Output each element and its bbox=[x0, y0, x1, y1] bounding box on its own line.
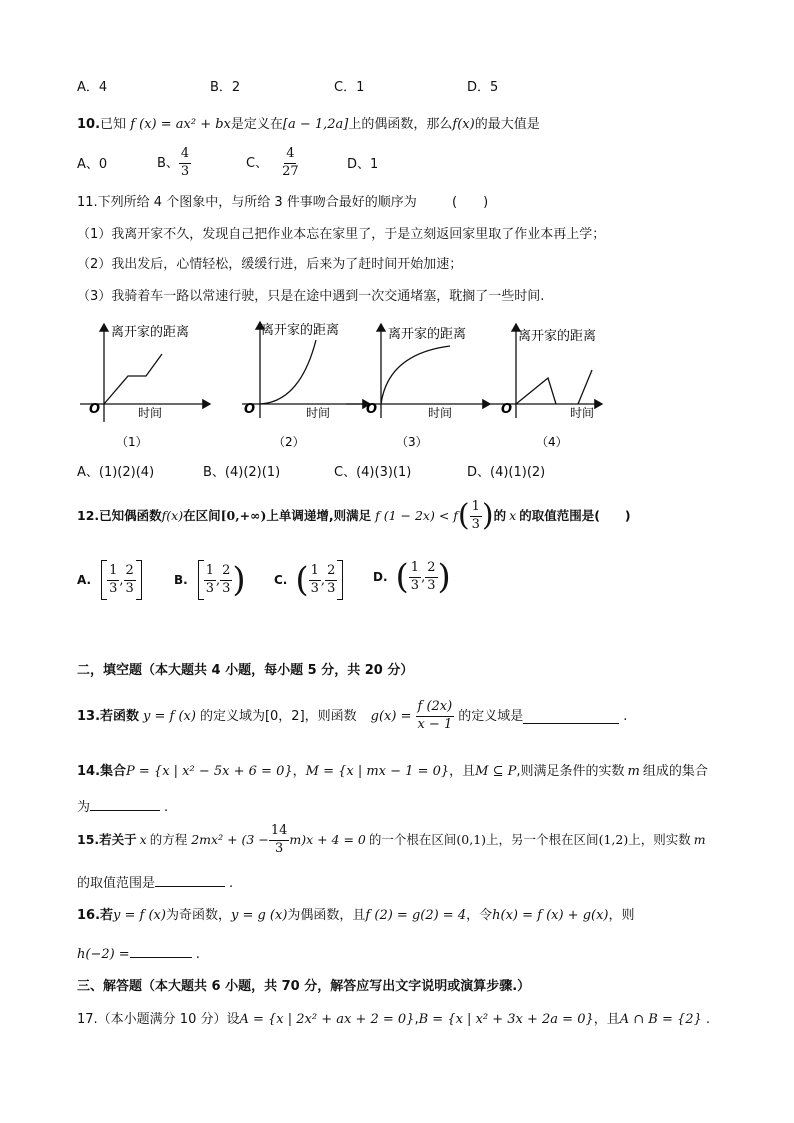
q16-text: 为奇函数， bbox=[165, 908, 231, 923]
graph-2-caption: （2） bbox=[273, 435, 305, 449]
period: . bbox=[623, 708, 628, 724]
numerator: 4 bbox=[179, 147, 191, 164]
graph-3-ylabel: 离开家的距离 bbox=[388, 327, 467, 342]
q15-equation: m)x + 4 = 0 bbox=[289, 832, 366, 848]
q10-function: f (x) = ax² + bx bbox=[130, 117, 231, 132]
q12-fx: f(x) bbox=[161, 508, 184, 524]
q13-function: y = f (x) bbox=[143, 708, 196, 724]
question-10-stem bbox=[77, 118, 540, 131]
q15-text: 的一个根在区间 bbox=[368, 832, 457, 848]
denominator: 3 bbox=[125, 580, 134, 596]
q13-text: 的定义域为[0，2]，则函数 bbox=[199, 708, 357, 724]
q15-var: x bbox=[139, 832, 147, 848]
numerator: 1 bbox=[409, 561, 421, 578]
q11-option-a: A、(1)(2)(4) bbox=[77, 465, 155, 480]
denominator: 27 bbox=[282, 163, 299, 179]
q16-answer-blank[interactable] bbox=[130, 945, 192, 958]
period: . bbox=[705, 1012, 710, 1027]
q12-text: 上单调递增,则满足 bbox=[266, 508, 372, 524]
option-label: C、 bbox=[246, 155, 269, 171]
q14-text: 为 bbox=[77, 800, 91, 815]
numerator: 1 bbox=[204, 564, 216, 581]
fraction bbox=[415, 700, 454, 733]
q11-option-b: B、(4)(2)(1) bbox=[203, 465, 281, 480]
question-12-stem bbox=[77, 500, 631, 533]
fraction bbox=[107, 564, 119, 597]
q11-graphs bbox=[70, 318, 630, 454]
denominator: 3 bbox=[427, 577, 436, 593]
q11-item-1: （1）我离开家不久，发现自己把作业本忘在家里了，于是立刻返回家里取了作业本再上学； bbox=[77, 227, 606, 242]
comma: , bbox=[421, 569, 426, 585]
bracket-right bbox=[136, 560, 142, 600]
q12-option-b bbox=[174, 560, 246, 600]
denominator: x − 1 bbox=[417, 716, 453, 732]
q17-text: 17.（本小题满分 10 分）设 bbox=[77, 1012, 240, 1027]
option-label: C. bbox=[274, 573, 288, 587]
numerator: 1 bbox=[470, 500, 482, 517]
q14-text: 14.集合 bbox=[77, 764, 127, 779]
option-label: B、 bbox=[157, 155, 179, 171]
q14-var: m bbox=[627, 764, 640, 779]
q16-line-2 bbox=[77, 945, 200, 961]
comma: , bbox=[119, 572, 124, 588]
paren-right: ) bbox=[481, 498, 494, 534]
q14-answer-blank[interactable] bbox=[90, 798, 160, 811]
q12-text: 12.已知偶函数 bbox=[77, 508, 162, 524]
q16-condition: f (2) = g(2) = 4 bbox=[365, 908, 467, 923]
q17-text: ，且 bbox=[593, 1012, 620, 1027]
denominator: 3 bbox=[310, 580, 319, 596]
fraction bbox=[280, 147, 301, 180]
fraction bbox=[269, 824, 290, 857]
section-3-heading: 三、解答题（本大题共 6 小题，共 70 分，解答应写出文字说明或演算步骤.） bbox=[77, 979, 531, 994]
numerator: 1 bbox=[107, 564, 119, 581]
graph-1-xlabel: 时间 bbox=[138, 406, 163, 420]
q10-option-b bbox=[157, 147, 191, 180]
question-17 bbox=[77, 1013, 710, 1026]
q16-text: 16.若 bbox=[77, 908, 114, 923]
graph-4-origin: O bbox=[501, 402, 513, 417]
q15-interval-1: (0,1) bbox=[456, 832, 487, 848]
graph-1-origin: O bbox=[89, 402, 101, 417]
comma: , bbox=[216, 572, 221, 588]
q10-number: 10. bbox=[77, 117, 101, 132]
q12-option-a bbox=[77, 560, 142, 600]
denominator: 3 bbox=[274, 840, 284, 856]
comma: , bbox=[320, 572, 326, 588]
q9-option-c: C．1 bbox=[334, 80, 365, 95]
graph-2 bbox=[242, 322, 370, 449]
denominator: 3 bbox=[471, 516, 480, 532]
fraction bbox=[220, 564, 232, 597]
graph-3-origin: O bbox=[366, 402, 378, 417]
question-16 bbox=[77, 909, 635, 922]
q9-option-a: A．4 bbox=[77, 80, 108, 95]
q16-text: 为偶函数，且 bbox=[287, 908, 366, 923]
q14-text: ，且 bbox=[449, 764, 476, 779]
q10-text: 的最大值是 bbox=[474, 117, 540, 132]
q17-set-a: A = {x | 2x² + ax + 2 = 0} bbox=[239, 1012, 415, 1027]
option-label: A. bbox=[77, 573, 92, 587]
q12-text: 的取值范围是( ) bbox=[519, 508, 631, 524]
q10-fx: f(x) bbox=[452, 117, 475, 132]
fraction bbox=[409, 561, 421, 594]
q11-stem-text: 11.下列所给 4 个图象中，与所给 3 件事吻合最好的顺序为 bbox=[77, 195, 417, 210]
q12-option-c bbox=[274, 560, 343, 600]
q15-text: 上，另一个根在区间 bbox=[486, 832, 599, 848]
q15-text: 的取值范围是 bbox=[77, 876, 156, 891]
q15-answer-blank[interactable] bbox=[155, 874, 225, 887]
paren-right: ) bbox=[232, 560, 246, 600]
q13-g-function: g(x) = bbox=[370, 708, 412, 724]
option-label: B. bbox=[174, 573, 188, 587]
graph-4-xlabel: 时间 bbox=[570, 406, 595, 420]
separator: , bbox=[414, 1012, 419, 1027]
q10-text: 是定义在 bbox=[230, 117, 283, 132]
q15-text: 上，则实数 bbox=[628, 832, 691, 848]
question-14 bbox=[77, 765, 708, 778]
fraction bbox=[179, 147, 191, 180]
numerator: 2 bbox=[220, 564, 232, 581]
q15-var: m bbox=[693, 832, 706, 848]
q9-option-d: D．5 bbox=[467, 80, 499, 95]
period: . bbox=[164, 800, 169, 815]
separator: ， bbox=[292, 764, 306, 779]
graph-4 bbox=[488, 324, 602, 449]
q14-subset: M ⊆ P bbox=[475, 764, 517, 779]
option-label: D. bbox=[373, 570, 388, 584]
paren-left: ( bbox=[395, 557, 409, 597]
denominator: 3 bbox=[205, 580, 214, 596]
paren-left: ( bbox=[295, 560, 309, 600]
numerator: 2 bbox=[425, 561, 437, 578]
numerator: f (2x) bbox=[416, 700, 455, 717]
q15-text: 的方程 bbox=[149, 832, 188, 848]
fraction bbox=[470, 500, 482, 533]
q14-text: ,则满足条件的实数 bbox=[516, 764, 625, 779]
q16-g: y = g (x) bbox=[230, 908, 288, 923]
graph-3-caption: （3） bbox=[396, 435, 428, 449]
fraction bbox=[309, 564, 321, 597]
q13-text: 13.若函数 bbox=[77, 708, 140, 724]
graph-4-ylabel: 离开家的距离 bbox=[518, 329, 597, 344]
graph-2-xlabel: 时间 bbox=[306, 406, 331, 420]
graph-4-caption: （4） bbox=[536, 435, 568, 449]
graph-2-ylabel: 离开家的距离 bbox=[261, 323, 340, 338]
paren-left: ( bbox=[457, 498, 470, 534]
q15-equation: 2mx² + (3 − bbox=[191, 832, 269, 848]
q16-h: h(x) = f (x) + g(x) bbox=[492, 908, 609, 923]
graph-1 bbox=[80, 324, 210, 449]
period: . bbox=[195, 947, 200, 962]
q15-interval-2: (1,2) bbox=[598, 832, 629, 848]
section-2-heading: 二，填空题（本大题共 4 小题，每小题 5 分，共 20 分） bbox=[77, 663, 414, 678]
denominator: 3 bbox=[327, 580, 336, 596]
q17-set-b: B = {x | x² + 3x + 2a = 0} bbox=[418, 1012, 594, 1027]
q16-f: y = f (x) bbox=[113, 908, 166, 923]
bracket-right bbox=[337, 560, 343, 600]
graph-2-origin: O bbox=[244, 402, 256, 417]
q16-text: ，则 bbox=[608, 908, 635, 923]
q10-option-d: D、1 bbox=[347, 157, 379, 172]
denominator: 3 bbox=[180, 163, 190, 179]
q13-answer-blank[interactable] bbox=[523, 709, 619, 724]
graph-1-ylabel: 离开家的距离 bbox=[111, 325, 190, 340]
q10-option-a: A、0 bbox=[77, 157, 108, 172]
q10-text: 已知 bbox=[100, 117, 127, 132]
q12-var: x bbox=[509, 508, 517, 524]
q15-text: 15.若关于 bbox=[77, 832, 137, 848]
denominator: 3 bbox=[410, 577, 420, 593]
denominator: 3 bbox=[222, 580, 231, 596]
numerator: 2 bbox=[124, 564, 136, 581]
q10-option-c bbox=[246, 147, 301, 180]
q11-item-3: （3）我骑着车一路以常速行驶，只是在途中遇到一次交通堵塞，耽搁了一些时间. bbox=[77, 289, 545, 304]
q17-intersection: A ∩ B = {2} bbox=[619, 1012, 702, 1027]
graph-1-caption: （1） bbox=[116, 435, 148, 449]
q13-text: 的定义域是 bbox=[458, 708, 524, 724]
q11-item-2: （2）我出发后，心情轻松，缓缓行进，后来为了赶时间开始加速； bbox=[77, 257, 463, 272]
question-13 bbox=[77, 700, 627, 733]
q10-text: 上的偶函数，那么 bbox=[348, 117, 453, 132]
q14-text: 组成的集合 bbox=[642, 764, 708, 779]
numerator: 14 bbox=[269, 824, 290, 841]
question-11-stem bbox=[77, 196, 417, 209]
q14-set-p: P = {x | x² − 5x + 6 = 0} bbox=[126, 764, 293, 779]
q11-option-d: D、(4)(1)(2) bbox=[467, 465, 546, 480]
numerator: 1 bbox=[309, 564, 321, 581]
q14-set-m: M = {x | mx − 1 = 0} bbox=[305, 764, 450, 779]
q12-text: 的 bbox=[493, 508, 507, 524]
period: . bbox=[229, 876, 234, 891]
q9-option-b: B．2 bbox=[210, 80, 241, 95]
q10-interval: [a − 1,2a] bbox=[282, 117, 349, 132]
q11-option-c: C、(4)(3)(1) bbox=[334, 465, 412, 480]
q15-line-2 bbox=[77, 874, 233, 890]
q11-answer-paren: ( ) bbox=[452, 195, 489, 210]
fraction bbox=[325, 564, 337, 597]
question-15 bbox=[77, 824, 706, 857]
q16-text: ，令 bbox=[466, 908, 493, 923]
q14-line-2 bbox=[77, 798, 168, 814]
fraction bbox=[425, 561, 437, 594]
q16-h-neg2: h(−2) = bbox=[77, 947, 130, 962]
fraction bbox=[204, 564, 216, 597]
denominator: 3 bbox=[109, 580, 118, 596]
graph-3-xlabel: 时间 bbox=[428, 406, 453, 420]
numerator: 2 bbox=[325, 564, 337, 581]
q12-text: 在区间 bbox=[183, 508, 221, 524]
numerator: 4 bbox=[284, 147, 296, 164]
graph-3 bbox=[346, 324, 490, 449]
q12-interval: [0,+∞) bbox=[220, 508, 267, 524]
fraction bbox=[124, 564, 136, 597]
q12-option-d bbox=[373, 557, 451, 597]
paren-right: ) bbox=[437, 557, 451, 597]
q12-inequality: f (1 − 2x) < f bbox=[375, 508, 458, 524]
